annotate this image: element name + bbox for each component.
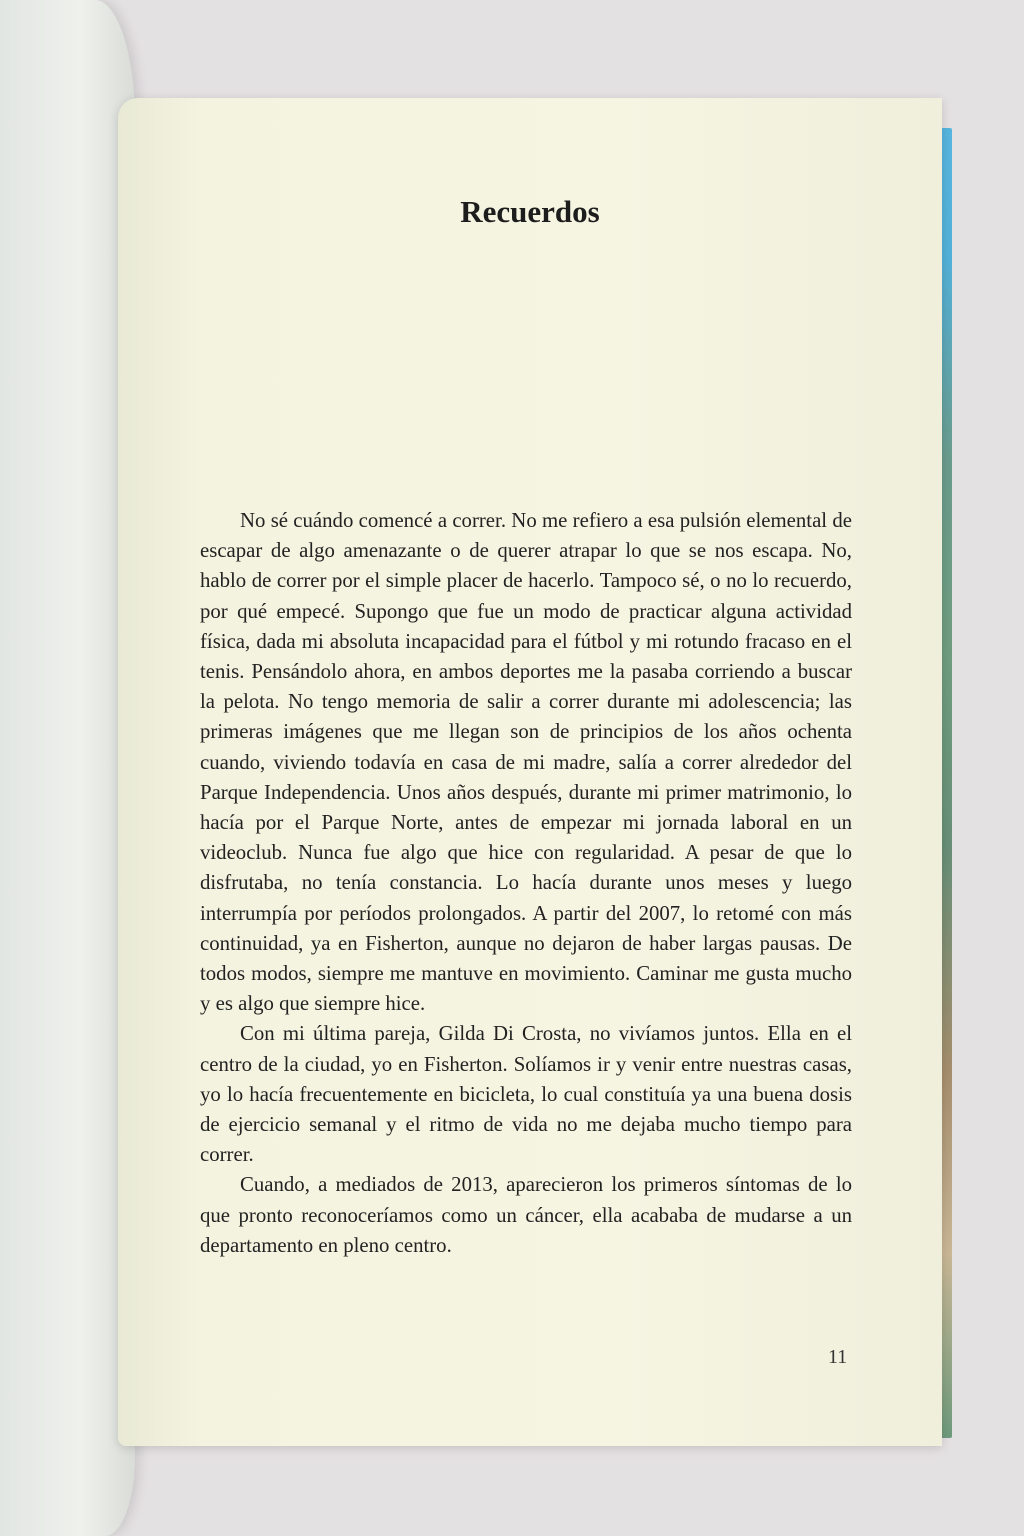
paragraph-2: Con mi última pareja, Gilda Di Crosta, no vivíamos juntos. Ella en el centro de la ciudad, yo en Fisherton. Solíamos ir y venir entre nuestras casas, yo lo hacía frecuentemente en bicicleta, lo cual constituía ya una buena dosis de ejercicio semanal y el ritmo de vida no me dejaba mucho tiempo para correr. — [200, 1022, 852, 1167]
page-number: 11 — [828, 1346, 848, 1368]
paragraph-1: No sé cuándo comencé a correr. No me refiero a esa pulsión elemental de escapar de algo amenazante o de querer atrapar lo que se nos escapa. No, hablo de correr por el simple placer de hacerlo. Tampoco sé, o no lo recuerdo, por qué empecé. Supongo que fue un modo de practicar alguna actividad física, dada mi absoluta incapacidad para el fútbol y mi rotundo fracaso en el tenis. Pensándolo ahora, en ambos deportes me la pasaba corriendo a buscar la pelota. No tengo memoria de salir a correr durante mi adolescencia; las primeras imágenes que me llegan son de principios de los años ochenta cuando, viviendo todavía en casa de mi madre, salía a correr alrededor del Parque Independencia. Unos años después, durante mi primer matrimonio, lo hacía por el Parque Norte, antes de empezar mi jornada laboral en un videoclub. Nunca fue algo que hice con regularidad. A pesar de que lo disfrutaba, no tenía constancia. Lo hacía durante unos meses y luego interrumpía por períodos prolongados. A partir del 2007, lo retomé con más continuidad, ya en Fisherton, aunque no dejaron de haber largas pausas. De todos modos, siempre me mantuve en movimiento. Caminar me gusta mucho y es algo que siempre hice. — [200, 509, 852, 1016]
paragraph-3: Cuando, a mediados de 2013, aparecieron los primeros síntomas de lo que pronto reconoceríamos como un cáncer, ella acababa de mudarse a un departamento en pleno centro. — [200, 1173, 852, 1257]
chapter-title: Recuerdos — [460, 194, 600, 229]
facing-left-page — [0, 0, 135, 1536]
body-text — [200, 506, 852, 1261]
book-page — [118, 98, 942, 1446]
